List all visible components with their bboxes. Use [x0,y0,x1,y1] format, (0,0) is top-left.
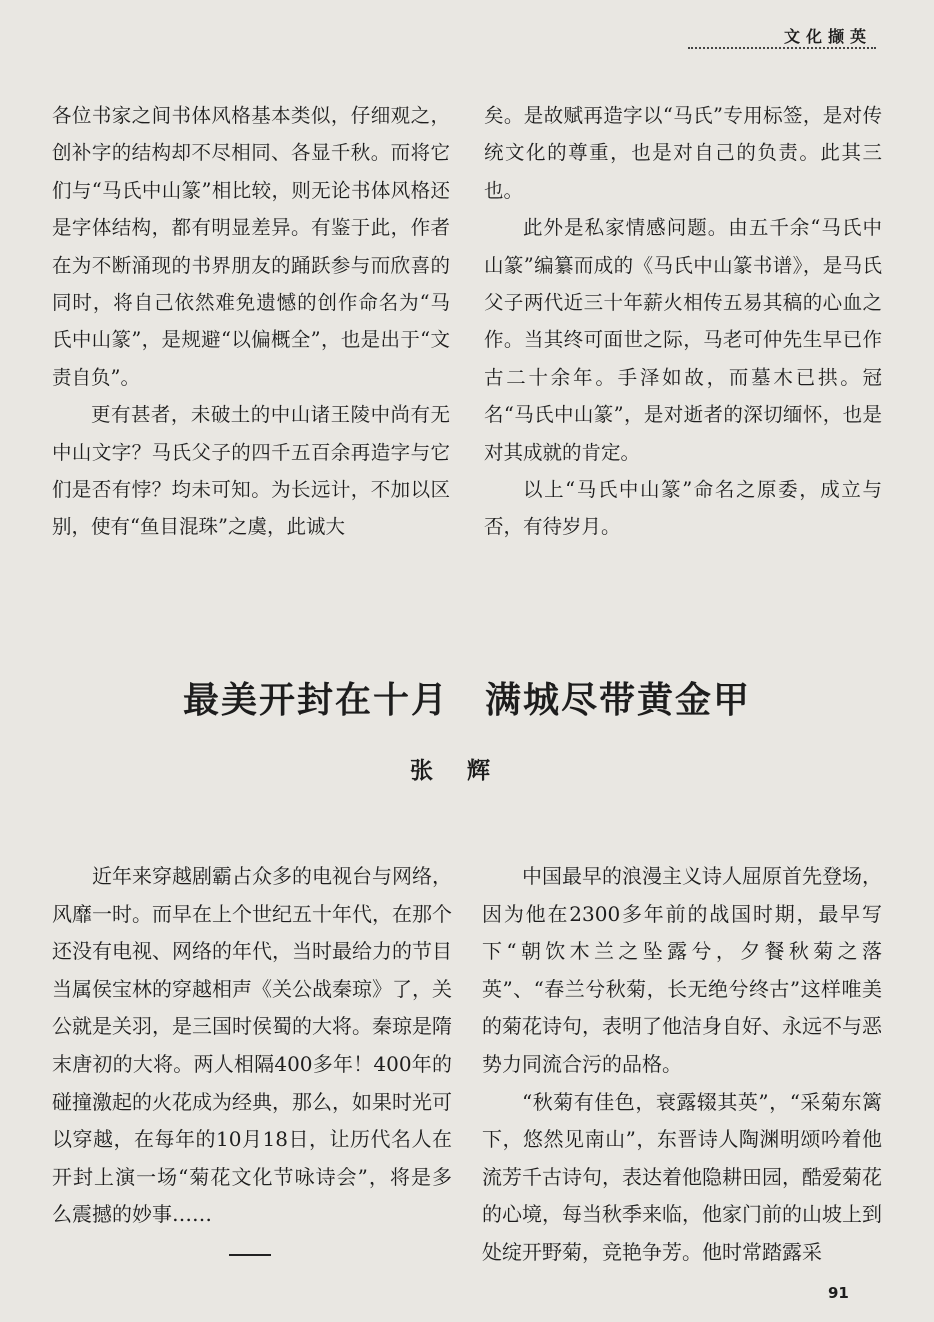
article-title [0,672,934,723]
paragraph: 矣。是故赋再造字以“马氏”专用标签，是对传统文化的尊重，也是对自己的负责。此其三也。 [484,104,882,202]
paragraph: 更有甚者，未破土的中山诸王陵中尚有无中山文字？马氏父子的四千五百余再造字与它们是否有悖？均未可知。为长远计，不加以区别，使有“鱼目混珠”之虞，此诚大 [52,403,450,539]
header-dotted-rule [688,47,876,49]
section-mark [229,1254,271,1256]
page-number: 91 [828,1284,849,1302]
section-header: 文化撷英 [783,27,872,46]
article-column-right [482,858,882,1272]
paragraph: 以上“马氏中山篆”命名之原委，成立与否，有待岁月。 [484,478,882,539]
paragraph: 中国最早的浪漫主义诗人屈原首先登场，因为他在2300多年前的战国时期，最早写下“朝饮木兰之坠露兮，夕餐秋菊之落英”、“春兰兮秋菊，长无绝兮终古”这样唯美的菊花诗句，表明了他洁身自好、永远不与恶势力同流合污的品格。 [482,864,882,1076]
article-title-part1: 最美开封在十月 [182,680,449,721]
article-author: 张辉 [410,757,524,784]
article-title-part2: 满城尽带黄金甲 [485,680,752,721]
paragraph: “秋菊有佳色，衰露辍其英”，“采菊东篱下，悠然见南山”，东晋诗人陶渊明颂吟着他流芳千古诗句，表达着他隐耕田园，酷爱菊花的心境，每当秋季来临，他家门前的山坡上到处绽开野菊，竞艳争芳。他时常踏露采 [482,1089,882,1264]
upper-column-right [484,97,882,546]
article-column-left [52,858,452,1234]
paragraph: 此外是私家情感问题。由五千余“马氏中山篆”编纂而成的《马氏中山篆书谱》，是马氏父子两代近三十年薪火相传五易其稿的心血之作。当其终可面世之际，马老可仲先生早已作古二十余年。手泽如故，而墓木已拱。冠名“马氏中山篆”，是对逝者的深切缅怀，也是对其成就的肯定。 [484,216,882,464]
paragraph: 近年来穿越剧霸占众多的电视台与网络，风靡一时。而早在上个世纪五十年代，在那个还没有电视、网络的年代，当时最给力的节目当属侯宝林的穿越相声《关公战秦琼》了，关公就是关羽，是三国时侯蜀的大将。秦琼是隋末唐初的大将。两人相隔400多年！400年的碰撞激起的火花成为经典，那么，如果时光可以穿越，在每年的10月18日，让历代名人在开封上演一场“菊花文化节咏诗会”，将是多么震撼的妙事…… [52,864,452,1227]
paragraph: 各位书家之间书体风格基本类似，仔细观之，创补字的结构却不尽相同、各显千秋。而将它们与“马氏中山篆”相比较，则无论书体风格还是字体结构，都有明显差异。有鉴于此，作者在为不断涌现的书界朋友的踊跃参与而欣喜的同时，将自己依然难免遗憾的创作命名为“马氏中山篆”，是规避“以偏概全”，也是出于“文责自负”。 [52,104,450,389]
upper-column-left [52,97,450,546]
